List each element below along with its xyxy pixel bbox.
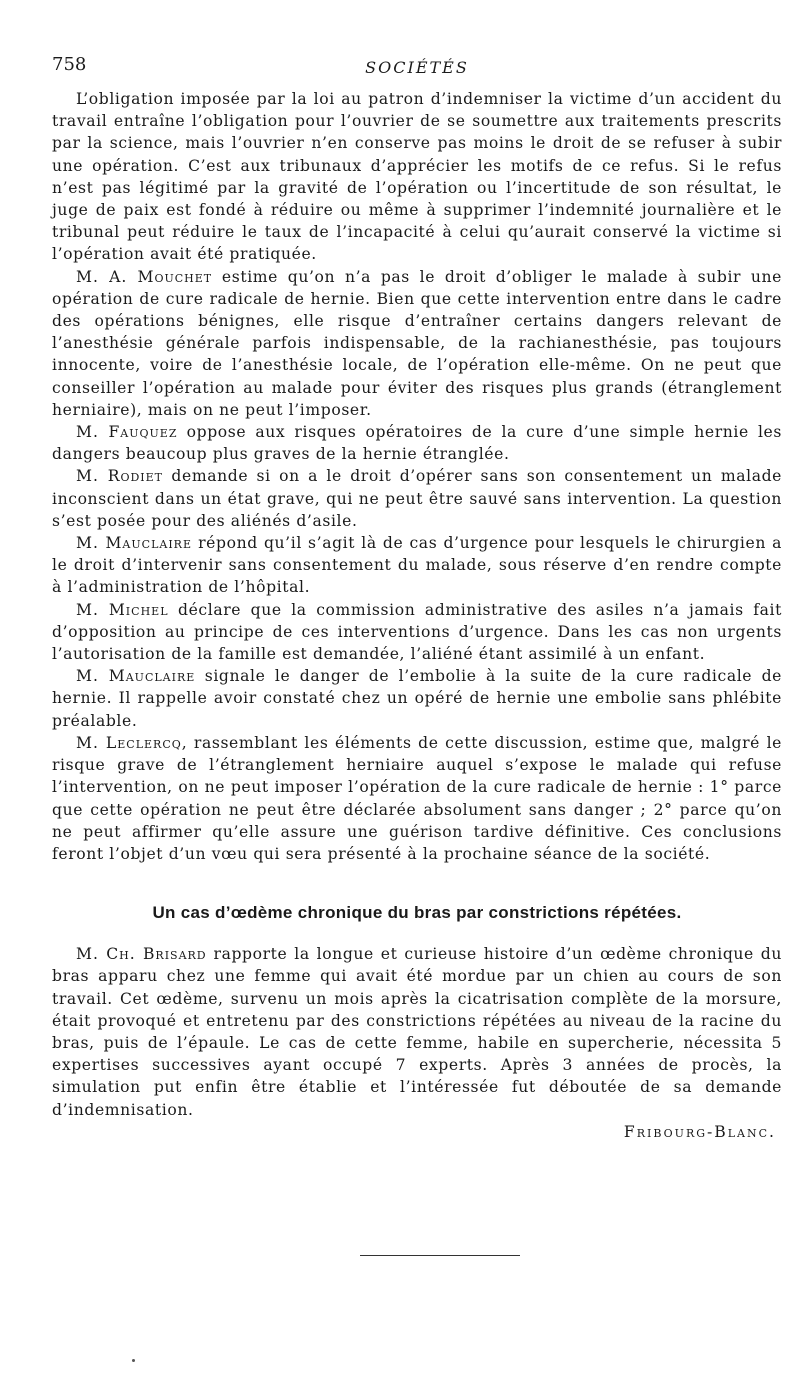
author-signature: Fribourg-Blanc. — [623, 1122, 776, 1141]
paragraph-mauclaire-2 — [52, 665, 782, 732]
paragraph-text: signale le danger de l’embolie à la suite de la cure radicale de hernie. Il rappelle avoir constaté chez un opéré de hernie une embolie sans phlébite préalable. — [52, 667, 782, 730]
paragraph-rodiet — [52, 465, 782, 532]
paragraph-leclercq — [52, 732, 782, 865]
speaker-name: M. Mauclaire — [76, 534, 192, 553]
speaker-name: M. Michel — [76, 600, 169, 619]
paragraph-text: répond qu’il s’agit là de cas d’urgence pour lesquels le chirurgien a le droit d’intervenir sans consentement du malade, sous réserve d’en rendre compte à l’administration de l’hôpital. — [52, 534, 783, 597]
speaker-name: M. Rodiet — [76, 467, 164, 486]
paragraph-michel — [52, 599, 782, 666]
page-number: 758 — [52, 54, 87, 75]
speaker-name: M. Ch. Brisard — [76, 945, 207, 964]
running-head: SOCIÉTÉS — [365, 58, 469, 77]
paragraph-text: demande si on a le droit d’opérer sans son consentement un malade inconscient dans un état grave, qui ne peut être sauvé sans intervention. La question s’est posée pour des aliénés d’asile. — [52, 467, 783, 530]
discussion-block — [52, 88, 782, 865]
paragraph-brisard — [52, 943, 782, 1121]
speaker-name: M. Fauquez — [76, 423, 178, 442]
section-divider — [360, 1255, 520, 1256]
paragraph-text: rapporte la longue et curieuse histoire d’un œdème chronique du bras apparu chez une femme qui avait été mordue par un chien au cours de son travail. Cet œdème, survenu un mois après la cicatrisation complète de la morsure, était provoqué et entretenu par des constrictions répétées au niveau de la racine du bras, puis de l’épaule. Le cas de cette femme, habile en supercherie, nécessita 5 expertises successives ayant occupé 7 experts. Après 3 années de procès, la simulation put enfin être établie et l’intéressée fut déboutée de sa demande d’indemnisation. — [52, 945, 782, 1119]
paragraph-text: oppose aux risques opératoires de la cure d’une simple hernie les dangers beaucoup plus graves de la hernie étranglée. — [52, 423, 782, 464]
speaker-name: M. Leclercq — [76, 733, 182, 752]
paragraph-text: déclare que la commission administrative des asiles n’a jamais fait d’opposition au principe de ces interventions d’urgence. Dans les cas non urgents l’autorisation de la famille est demandée, l’aliéné étant assimilé à un enfant. — [52, 600, 782, 664]
speaker-name: M. Mauclaire — [76, 667, 196, 686]
paragraph-fauquez — [52, 421, 782, 465]
paragraph-text: L’obligation imposée par la loi au patron d’indemniser la victime d’un accident du travail entraîne l’obligation pour l’ouvrier de se soumettre aux traitements prescrits par la science, mais l’ouvrier n’en conserve pas moins le droit de se refuser à subir une opération. C’est aux tribunaux d’apprécier les motifs de ce refus. Si le refus n’est pas légitimé par la gravité de l’opération ou l’incertitude de son résultat, le juge de paix est fondé à réduire ou même à supprimer l’indemnité journalière et le tribunal peut réduire le taux de l’incapacité à celui qu’aurait conservé la victime si l’opération avait été pratiquée. — [52, 90, 782, 264]
page-header — [52, 48, 782, 80]
paragraph-obligation — [52, 88, 782, 266]
paragraph-mouchet — [52, 266, 782, 421]
paragraph-text: estime qu’on n’a pas le droit d’obliger le malade à subir une opération de cure radicale de hernie. Bien que cette intervention entre dans le cadre des opérations bénignes, elle risque d’entraîner certains dangers relevant de l’anesthésie générale parfois indispensable, de la rachianesthésie, pas toujours innocente, voire de l’anesthésie locale, de l’opération elle-même. On ne peut que conseiller l’opération au malade pour éviter des risques plus grands (étranglement herniaire), mais on ne peut l’imposer. — [52, 267, 782, 419]
paragraph-mauclaire-1 — [52, 532, 782, 599]
speaker-name: M. A. Mouchet — [76, 267, 213, 286]
page — [52, 48, 782, 1141]
paragraph-text: , rassemblant les éléments de cette discussion, estime que, malgré le risque grave de l’étranglement herniaire auquel s’expose le malade qui refuse l’intervention, on ne peut imposer l’opération de la cure radicale de hernie : 1° parce que cette opération ne peut être déclarée absolument sans danger ; 2° parce qu’on ne peut affirmer qu’elle assure une guérison tardive définitive. Ces conclusions feront l’objet d’un vœu qui sera présenté à la prochaine séance de la société. — [52, 733, 783, 863]
stray-mark — [132, 1359, 135, 1362]
section-title: Un cas d’œdème chronique du bras par constrictions répétées. — [152, 903, 682, 923]
